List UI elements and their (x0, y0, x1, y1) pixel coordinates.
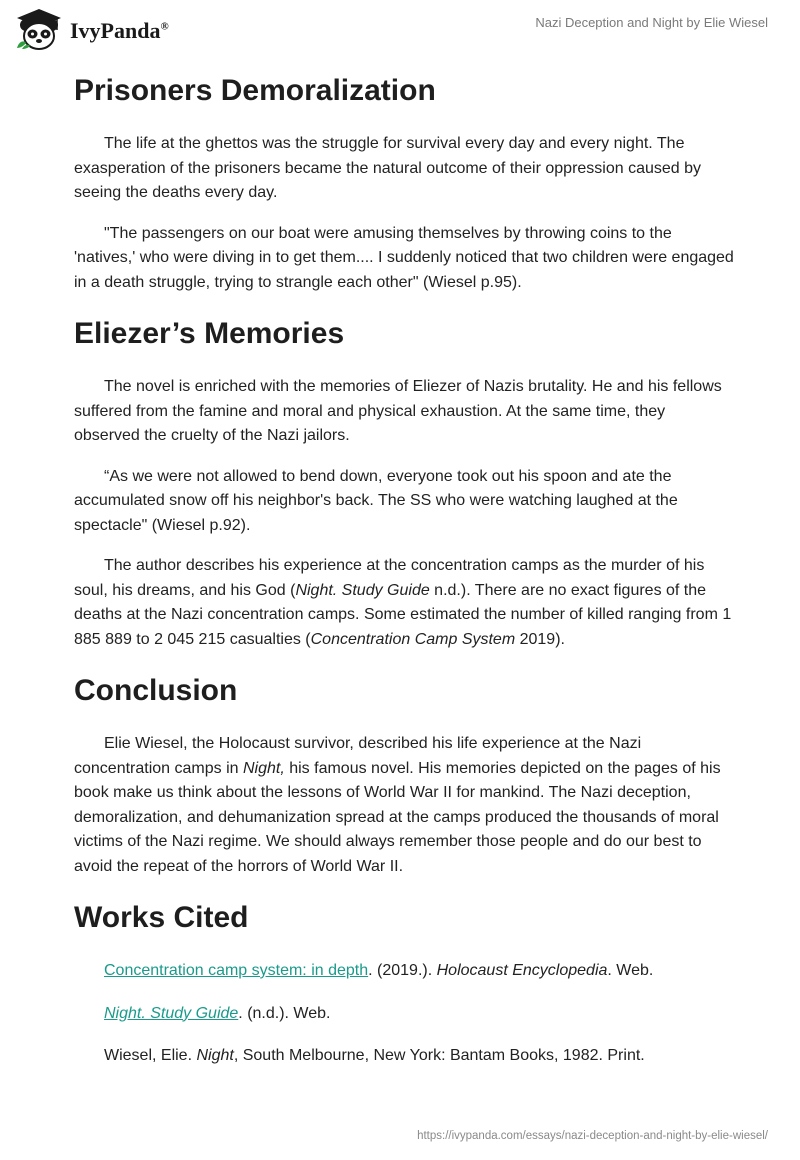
citation-link-concentration-camp-system[interactable]: Concentration camp system: in depth (104, 962, 369, 979)
citation-item: Night. Study Guide. (n.d.). Web. (104, 1004, 331, 1022)
logo[interactable] (14, 8, 169, 50)
citation-link-night-study-guide[interactable]: Night. Study Guide (104, 1004, 239, 1022)
paragraph-quote: "The passengers on our boat were amusing themselves by throwing coins to the 'natives,' who were diving in to get them.... I suddenly noticed that two children were engaged in a death struggle, trying to strangle each other" (Wiesel p.95). (74, 224, 734, 291)
citation-item: Concentration camp system: in depth. (2019.). Holocaust Encyclopedia. Web. (104, 962, 654, 979)
section-conclusion (74, 668, 734, 879)
paragraph-quote: “As we were not allowed to bend down, everyone took out his spoon and ate the accumulated snow off his neighbor's back. The SS who were watching laughed at the spectacle" (Wiesel p.92). (74, 467, 678, 534)
paragraph: The novel is enriched with the memories of Eliezer of Nazis brutality. He and his fellows suffered from the famine and moral and physical exhaustion. At the same time, they observed the cruelty of the Nazi jailors. (74, 378, 722, 444)
citation-item: Wiesel, Elie. Night, South Melbourne, New York: Bantam Books, 1982. Print. (104, 1047, 645, 1064)
panda-logo-icon (14, 8, 64, 50)
section-prisoners-demoralization (74, 68, 734, 295)
section-heading: Eliezer’s Memories (74, 317, 345, 350)
paragraph: The life at the ghettos was the struggle for survival every day and every night. The exasperation of the prisoners became the natural outcome of their oppression caused by seeing the deaths every day. (74, 135, 702, 201)
section-eliezers-memories (74, 311, 734, 652)
footer-source-url: https://ivypanda.com/essays/nazi-deception-and-night-by-elie-wiesel/ (417, 1130, 768, 1142)
section-heading: Conclusion (74, 674, 238, 707)
page-header (0, 0, 800, 60)
paragraph: Elie Wiesel, the Holocaust survivor, described his life experience at the Nazi concentration camps in Night, his famous novel. His memories depicted on the pages of his book make us think about the lessons of World War II for mankind. The Nazi deception, demoralization, and dehumanization spread at the camps produced the thousands of moral victims of the Nazi regime. We should always remember those people and do our best to avoid the repeat of the horrors of World War II. (74, 735, 721, 875)
document-title: Nazi Deception and Night by Elie Wiesel (535, 15, 768, 30)
section-works-cited (74, 895, 734, 1069)
paragraph: The author describes his experience at the concentration camps as the murder of his soul, his dreams, and his God (Night. Study Guide n.d.). There are no exact figures of the deaths at the Nazi concentration camps. Some estimated the number of killed ranging from 1 885 889 to 2 045 215 casualties (Concentration Camp System 2019). (74, 557, 732, 648)
section-heading: Works Cited (74, 901, 249, 934)
brand-name: IvyPanda® (70, 18, 169, 43)
essay-body (74, 68, 734, 1087)
section-heading: Prisoners Demoralization (74, 74, 436, 107)
